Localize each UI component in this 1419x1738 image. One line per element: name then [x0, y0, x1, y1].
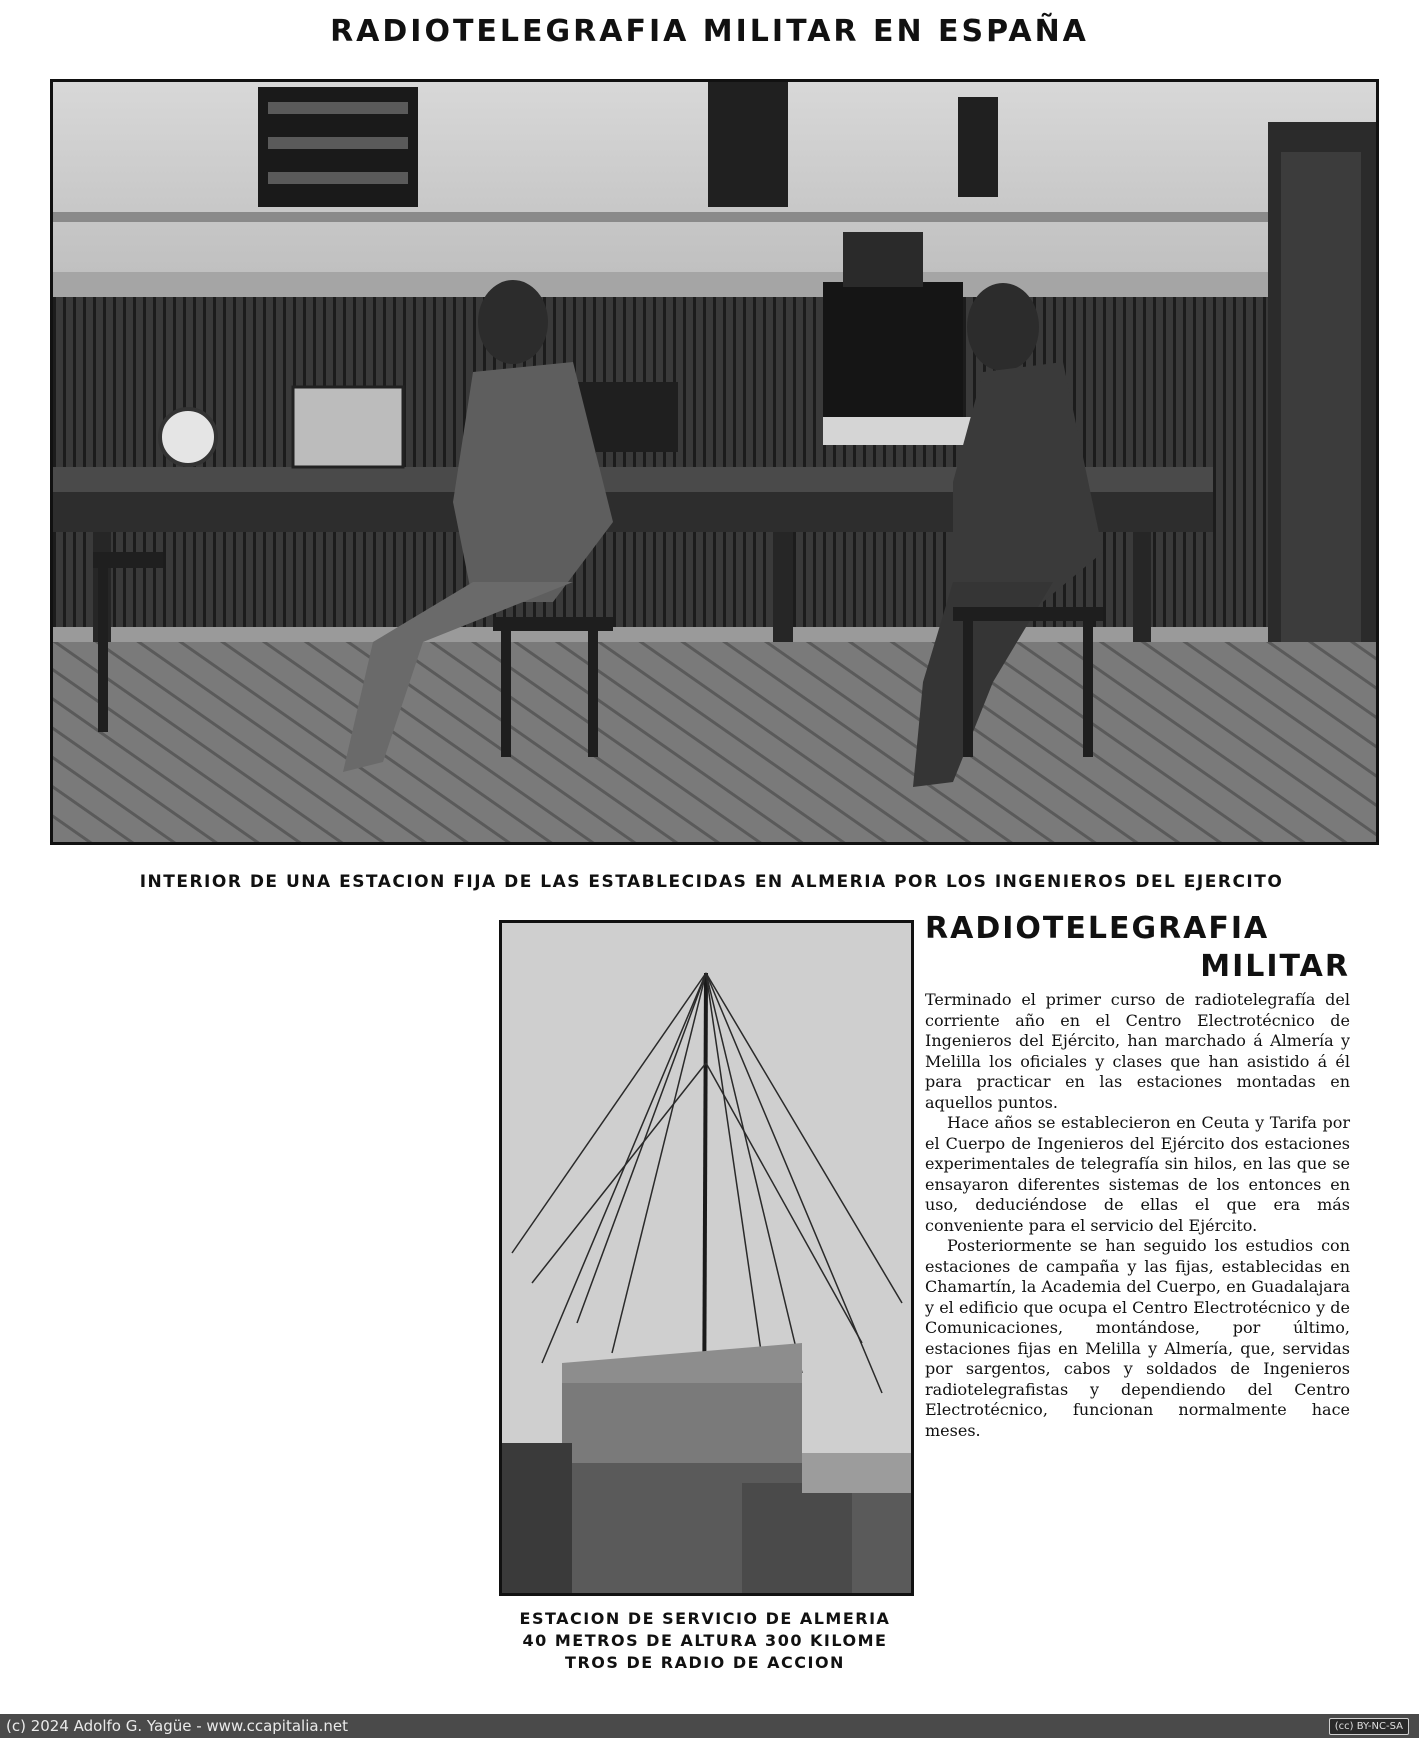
credit-footer	[0, 1714, 1419, 1738]
station-interior-photo	[50, 79, 1379, 845]
antenna-tower-illustration	[502, 923, 911, 1593]
antenna-tower-caption	[480, 1608, 930, 1674]
antenna-tower-photo	[499, 920, 914, 1596]
page-headline: RADIOTELEGRAFIA MILITAR EN ESPAÑA	[330, 14, 1089, 49]
article-paragraph: Posteriormente se han seguido los estudios con estaciones de campaña y las fijas, establecidas en Chamartín, la Academia del Cuerpo, en Guadalajara y el edificio que ocupa el Centro Electrotécnico y de Comunicaciones, montándose, por último, estaciones fijas en Melilla y Almería, que, servidas por sargentos, cabos y soldados de Ingenieros radiotelegrafistas y dependiendo del Centro Electrotécnico, funcionan normalmente hace meses.	[925, 1236, 1350, 1440]
antenna-caption-line: TROS DE RADIO DE ACCION	[565, 1653, 845, 1672]
station-interior-caption: INTERIOR DE UNA ESTACION FIJA DE LAS ESTABLECIDAS EN ALMERIA POR LOS INGENIEROS DEL EJERCITO	[139, 872, 1284, 892]
article-paragraph: Terminado el primer curso de radiotelegrafía del corriente año en el Centro Electrotécnico de Ingenieros del Ejército, han marchado á Almería y Melilla los oficiales y clases que han asistido á él para practicar en las estaciones montadas en aquellos puntos.	[925, 990, 1350, 1112]
antenna-caption-line: ESTACION DE SERVICIO DE ALMERIA	[519, 1609, 891, 1628]
antenna-caption-line: 40 METROS DE ALTURA 300 KILOME	[522, 1631, 888, 1650]
credit-text: (c) 2024 Adolfo G. Yagüe - www.ccapitalia.net	[6, 1717, 348, 1735]
article-title-line-2: MILITAR	[1200, 949, 1350, 984]
station-interior-illustration	[53, 82, 1376, 842]
article-paragraph: Hace años se establecieron en Ceuta y Tarifa por el Cuerpo de Ingenieros del Ejército dos estaciones experimentales de telegrafía sin hilos, en las que se ensayaron diferentes sistemas de los entonces en uso, deduciéndose de ellas el que era más conveniente para el servicio del Ejército.	[925, 1113, 1350, 1235]
cc-license-badge[interactable]: (cc) BY-NC-SA	[1329, 1718, 1409, 1735]
article-body	[925, 990, 1350, 1441]
article-title-line-1: RADIOTELEGRAFIA	[925, 911, 1270, 946]
article-title	[925, 910, 1350, 986]
